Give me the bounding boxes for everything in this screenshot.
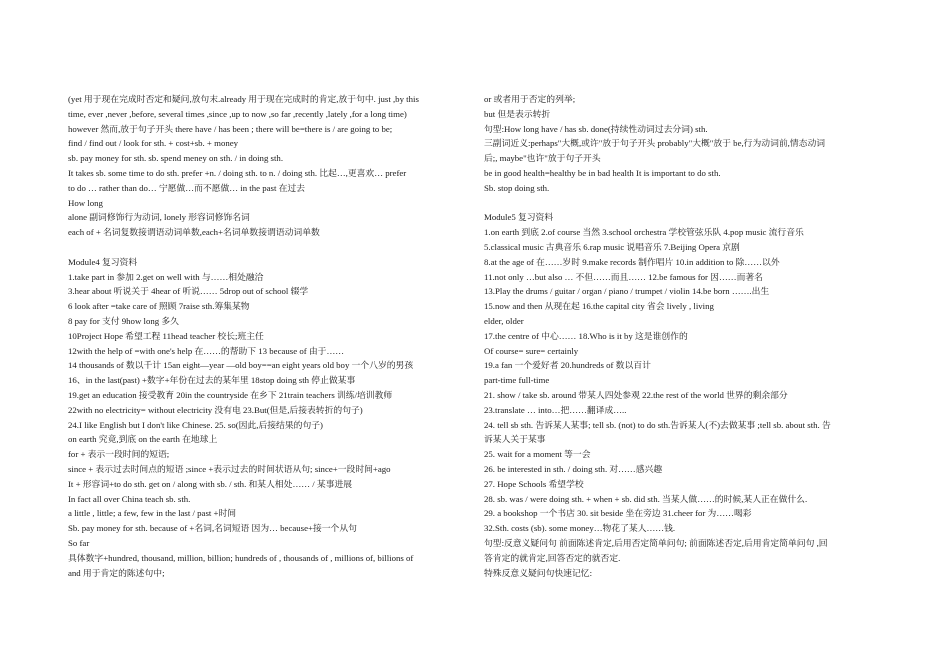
text-line bbox=[484, 196, 886, 211]
text-line: 22with no electricity= without electricity 没有电 23.But(但是,后接表转折的句子) bbox=[68, 404, 363, 415]
text-line: 15.now and then 从现在起 16.the capital city 省会 lively , living bbox=[484, 301, 714, 312]
text-line: a little , little; a few, few in the last / past +时间 bbox=[68, 508, 237, 519]
text-line: Sb. pay money for sth. because of +名词,名词短语 因为… because+接一个从句 bbox=[68, 523, 357, 534]
text-line: or 或者用于否定的列举; bbox=[484, 94, 576, 104]
text-line: 8.at the age of 在……岁时 9.make records 制作唱片 10.in addition to 除……以外 bbox=[484, 256, 780, 267]
text-line: find / find out / look for sth. + cost+sb. + money bbox=[68, 138, 239, 149]
text-line: 19.a fan 一个爱好者 20.hundreds of 数以百计 bbox=[484, 360, 651, 371]
text-line: 14 thousands of 数以千计 15an eight—year —old boy==an eight years old boy 一个八岁的男孩 bbox=[68, 360, 414, 371]
left-column bbox=[68, 92, 468, 580]
text-line: 23.translate … into…把……翻译成….. bbox=[484, 404, 627, 415]
text-line: 25. wait for a moment 等一会 bbox=[484, 449, 591, 460]
text-line: 32.Sth. costs (sb). some money…物花了某人……钱. bbox=[484, 523, 676, 534]
text-line: part-time full-time bbox=[484, 375, 550, 386]
text-line: 3.hear about 听说关于 4hear of 听说…… 5drop out of school 辍学 bbox=[68, 286, 309, 297]
text-line: for + 表示一段时间的短语; bbox=[68, 449, 170, 460]
text-line: 1.take part in 参加 2.get on well with 与……相处融洽 bbox=[68, 271, 264, 282]
text-line: 答肯定的就肯定,回答否定的就否定. bbox=[484, 552, 621, 563]
text-line: 三副词近义:perhaps"大概,或许"放于句子开头 probably"大概"放于 be,行为动词前,情态动词 bbox=[484, 138, 826, 149]
text-line: 17.the centre of 中心…… 18.Who is it by 这是谁创作的 bbox=[484, 330, 688, 341]
text-line: 10Project Hope 希望工程 11head teacher 校长;班主任 bbox=[68, 330, 264, 341]
text-line: 26. be interested in sth. / doing sth. 对……感兴趣 bbox=[484, 463, 663, 474]
text-line: but 但是表示转折 bbox=[484, 108, 551, 119]
text-line: to do … rather than do… 宁愿做…而不愿做… in the past 在过去 bbox=[68, 182, 306, 193]
text-line: 句型:How long have / has sb. done(持续性动词过去分词) sth. bbox=[484, 123, 708, 134]
text-line: and 用于肯定的陈述句中; bbox=[68, 567, 165, 578]
text-line: however 然而,放于句子开头 there have / has been ; there will be=there is / are going to be; bbox=[68, 123, 393, 134]
right-column bbox=[484, 92, 886, 580]
text-line: 特殊反意义疑问句快速记忆: bbox=[484, 567, 593, 578]
text-line: alone 副词修饰行为动词, lonely 形容词修饰名词 bbox=[68, 212, 250, 223]
text-line: Module5 复习资料 bbox=[484, 212, 554, 223]
text-line: 1.on earth 到底 2.of course 当然 3.school orchestra 学校管弦乐队 4.pop music 流行音乐 bbox=[484, 227, 804, 238]
text-line bbox=[68, 240, 468, 255]
text-line: 21. show / take sb. around 带某人四处参观 22.the rest of the world 世界的剩余部分 bbox=[484, 389, 788, 400]
text-line: 句型:反意义疑问句 前面陈述肯定,后用否定简单问句; 前面陈述否定,后用肯定简单问句 ,回 bbox=[484, 537, 828, 548]
text-line: 6 look after =take care of 照顾 7raise sth.筹集某物 bbox=[68, 301, 250, 312]
text-line: on earth 究竟,到底 on the earth 在地球上 bbox=[68, 434, 218, 445]
text-line: 24.I like English but I don't like Chinese. 25. so(因此,后接结果的句子) bbox=[68, 419, 323, 430]
text-line: since + 表示过去时间点的短语 ;since +表示过去的时间状语从句; since+一段时间+ago bbox=[68, 463, 391, 474]
text-line: 13.Play the drums / guitar / organ / piano / trumpet / violin 14.be born …….出生 bbox=[484, 286, 770, 297]
text-line: 诉某人关于某事 bbox=[484, 434, 546, 445]
text-line: 16、in the last(past) +数字+年份在过去的某年里 18stop doing sth 停止做某事 bbox=[68, 375, 356, 386]
text-line: In fact all over China teach sb. sth. bbox=[68, 493, 191, 504]
text-line: 12with the help of =with one's help 在……的帮助下 13 because of 由于…… bbox=[68, 345, 345, 356]
text-line: 8 pay for 支付 9how long 多久 bbox=[68, 315, 179, 326]
text-line: It + 形容词+to do sth. get on / along with sb. / sth. 和某人相处…… / 某事进展 bbox=[68, 478, 353, 489]
text-line: 27. Hope Schools 希望学校 bbox=[484, 478, 584, 489]
text-line: 11.not only …but also … 不但……而且…… 12.be famous for 因……而著名 bbox=[484, 271, 763, 282]
text-line: elder, older bbox=[484, 315, 524, 326]
text-line: 后;, maybe"也许"放于句子开头 bbox=[484, 153, 601, 164]
text-line: (yet 用于现在完成时否定和疑问,放句末.already 用于现在完成时的肯定,放于句中. just ,by this bbox=[68, 94, 419, 104]
text-line: Of course= sure= certainly bbox=[484, 345, 579, 356]
text-line: 29. a bookshop 一个书店 30. sit beside 坐在旁边 31.cheer for 为……喝彩 bbox=[484, 508, 752, 519]
text-line: Sb. stop doing sth. bbox=[484, 182, 550, 193]
text-line: be in good health=healthy be in bad health It is important to do sth. bbox=[484, 167, 721, 178]
text-line: each of + 名词复数接谓语动词单数,each+名词单数接谓语动词单数 bbox=[68, 227, 320, 238]
text-line: 5.classical music 古典音乐 6.rap music 说唱音乐 7.Beijing Opera 京剧 bbox=[484, 241, 740, 252]
text-line: It takes sb. some time to do sth. prefer +n. / doing sth. to n. / doing sth. 比起…,更喜欢… prefer bbox=[68, 167, 407, 178]
text-line: How long bbox=[68, 197, 103, 208]
text-line: time, ever ,never ,before, several times ,since ,up to now ,so far ,recently ,lately ,for a long time) bbox=[68, 108, 407, 119]
text-line: 具体数字+hundred, thousand, million, billion; hundreds of , thousands of , millions of, billions of bbox=[68, 552, 414, 563]
text-line: 28. sb. was / were doing sth. + when + sb. did sth. 当某人做……的时候,某人正在做什么. bbox=[484, 493, 808, 504]
text-line: So far bbox=[68, 537, 90, 548]
text-line: sb. pay money for sth. sb. spend meney on sth. / in doing sth. bbox=[68, 153, 284, 164]
text-line: Module4 复习资料 bbox=[68, 256, 138, 267]
text-line: 24. tell sb sth. 告诉某人某事; tell sb. (not) to do sth.告诉某人(不)去做某事 ;tell sb. about sth. 告 bbox=[484, 419, 831, 430]
text-line: 19.get an education 接受教育 20in the countryside 在乡下 21train teachers 训练/培训教师 bbox=[68, 389, 393, 400]
